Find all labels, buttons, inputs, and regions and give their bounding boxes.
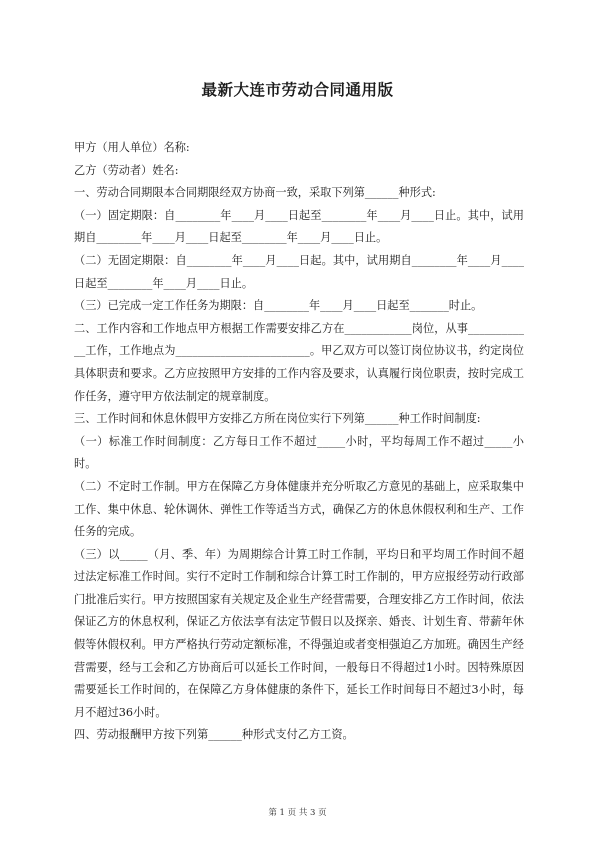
document-title: 最新大连市劳动合同通用版 bbox=[201, 81, 394, 99]
comprehensive-hours-clause: （三）以_____（月、季、年）为周期综合计算工时工作制，平均日和平均周工作时间不超过法定标准工作时间。实行不定时工作制和综合计算工时工作制的，甲方应报经劳动行政部门批准后实行。甲方按照国家有关规定及企业生产经营需要，合理安排乙方工作时间，依法保证乙方的休息权利，保证乙方依法享有法定节假日以及探亲、婚丧、计划生育、带薪年休假等休假权利。甲方严格执行劳动定额标准，不得强迫或者变相强迫乙方加班。确因生产经营需要，经与工会和乙方协商后可以延长工作时间，一般每日不得超过1小时。因特殊原因需要延长工作时间的，在保障乙方身体健康的条件下，延长工作时间每日不超过3小时，每月不超过36小时。 bbox=[74, 547, 524, 719]
page-number-footer: 第 1 页 共 3 页 bbox=[268, 808, 327, 818]
open-ended-term-clause: （二）无固定期限：自________年____月____日起。其中，试用期自________年____月____日起至________年____月____日止。 bbox=[74, 253, 524, 290]
document-body bbox=[74, 137, 524, 747]
working-hours-heading: 三、工作时间和休息休假甲方安排乙方所在岗位实行下列第______种工作时间制度: bbox=[74, 412, 481, 426]
task-based-term-clause: （三）已完成一定工作任务为期限：自________年____月____日起至_______时止。 bbox=[74, 299, 483, 313]
fixed-term-clause: （一）固定期限：自________年____月____日起至________年____月____日止。其中，试用期自________年____月____日起至________年____月____日止。 bbox=[74, 208, 524, 245]
party-b-name-line: 乙方（劳动者）姓名: bbox=[74, 163, 179, 177]
flexible-hours-clause: （二）不定时工作制。甲方在保障乙方身体健康并充分听取乙方意见的基础上，应采取集中工作、集中休息、轮休调休、弹性工作等适当方式，确保乙方的休息休假权利和生产、工作任务的完成。 bbox=[74, 479, 524, 539]
remuneration-heading: 四、劳动报酬甲方按下列第______种形式支付乙方工资。 bbox=[74, 728, 354, 742]
party-a-name-line: 甲方（用人单位）名称: bbox=[74, 141, 190, 154]
job-content-location-clause: 二、工作内容和工作地点甲方根据工作需要安排乙方在____________岗位，从事____________工作，工作地点为________________________。甲乙双方可以签订岗位协议书，约定岗位具体职责和要求。乙方应按照甲方安排的工作内容及要求，认真履行岗位职责，按时完成工作任务，遵守甲方依法制定的规章制度。 bbox=[74, 321, 524, 403]
standard-hours-clause: （一）标准工作时间制度：乙方每日工作不超过_____小时，平均每周工作不超过_____小时。 bbox=[74, 434, 524, 471]
contract-term-heading: 一、劳动合同期限本合同期限经双方协商一致，采取下列第______种形式: bbox=[74, 186, 436, 200]
